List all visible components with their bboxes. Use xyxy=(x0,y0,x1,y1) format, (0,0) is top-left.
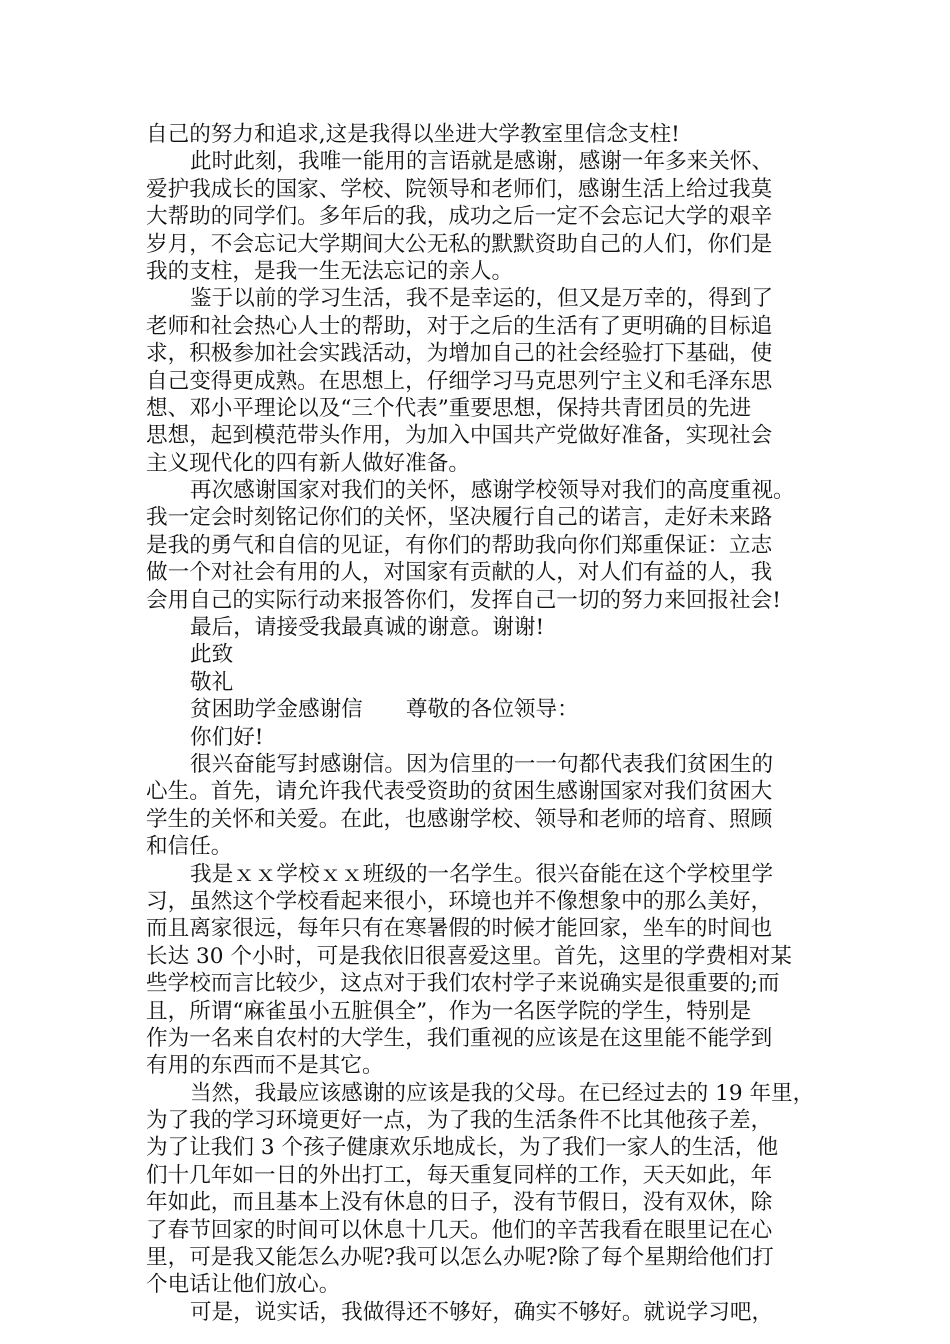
text-line: 我的支柱，是我一生无法忘记的亲人。 xyxy=(146,258,514,284)
text-line: 再次感谢国家对我们的关怀，感谢学校领导对我们的高度重视。 xyxy=(190,478,795,504)
text-line: 习，虽然这个学校看起来很小，环境也并不像想象中的那么美好， xyxy=(146,888,773,914)
text-line: 贫困助学金感谢信 尊敬的各位领导： xyxy=(190,697,579,723)
text-line: 你们好! xyxy=(190,724,264,750)
text-line: 学生的关怀和关爱。在此，也感谢学校、领导和老师的培育、照顾 xyxy=(146,806,773,832)
text-line: 大帮助的同学们。多年后的我，成功之后一定不会忘记大学的艰辛 xyxy=(146,204,773,230)
text-line: 最后，请接受我最真诚的谢意。谢谢! xyxy=(190,615,545,641)
text-line: 且，所谓“麻雀虽小五脏俱全”，作为一名医学院的学生，特别是 xyxy=(146,998,752,1024)
text-line: 我是ｘｘ学校ｘｘ班级的一名学生。很兴奋能在这个学校里学 xyxy=(190,861,774,887)
text-line: 自己变得更成熟。在思想上，仔细学习马克思列宁主义和毛泽东思 xyxy=(146,368,773,394)
text-line: 里，可是我又能怎么办呢?我可以怎么办呢?除了每个星期给他们打 xyxy=(146,1245,774,1271)
text-line: 我一定会时刻铭记你们的关怀，坚决履行自己的诺言，走好未来路 xyxy=(146,505,773,531)
text-line: 当然，我最应该感谢的应该是我的父母。在已经过去的 19 年里， xyxy=(190,1080,815,1106)
text-line: 主义现代化的四有新人做好准备。 xyxy=(146,450,470,476)
text-line: 求，积极参加社会实践活动，为增加自己的社会经验打下基础，使 xyxy=(146,341,773,367)
text-line: 鉴于以前的学习生活，我不是幸运的，但又是万幸的，得到了 xyxy=(190,286,774,312)
text-line: 做一个对社会有用的人，对国家有贡献的人，对人们有益的人，我 xyxy=(146,560,773,586)
text-line: 们十几年如一日的外出打工，每天重复同样的工作，天天如此，年 xyxy=(146,1162,773,1188)
text-line: 老师和社会热心人士的帮助，对于之后的生活有了更明确的目标追 xyxy=(146,313,773,339)
text-line: 了春节回家的时间可以休息十几天。他们的辛苦我看在眼里记在心 xyxy=(146,1217,773,1243)
text-line: 此时此刻，我唯一能用的言语就是感谢，感谢一年多来关怀、 xyxy=(190,149,774,175)
text-line: 自己的努力和追求,这是我得以坐进大学教室里信念支柱! xyxy=(146,122,680,147)
text-line: 想、邓小平理论以及“三个代表”重要思想，保持共青团员的先进 xyxy=(146,395,752,421)
text-line: 为了让我们 3 个孩子健康欢乐地成长，为了我们一家人的生活，他 xyxy=(146,1135,779,1161)
text-line: 些学校而言比较少，这点对于我们农村学子来说确实是很重要的;而 xyxy=(146,971,780,997)
text-line: 思想，起到模范带头作用，为加入中国共产党做好准备，实现社会 xyxy=(146,423,773,449)
text-line: 和信任。 xyxy=(146,834,233,860)
text-line: 会用自己的实际行动来报答你们，发挥自己一切的努力来回报社会! xyxy=(146,587,781,613)
text-line: 是我的勇气和自信的见证，有你们的帮助我向你们郑重保证：立志 xyxy=(146,532,773,558)
text-line: 可是，说实话，我做得还不够好，确实不够好。就说学习吧， xyxy=(190,1299,774,1325)
text-line: 心生。首先，请允许我代表受资助的贫困生感谢国家对我们贫困大 xyxy=(146,779,773,805)
text-line: 岁月，不会忘记大学期间大公无私的默默资助自己的人们，你们是 xyxy=(146,231,773,257)
text-line: 作为一名来自农村的大学生，我们重视的应该是在这里能不能学到 xyxy=(146,1025,773,1051)
text-line: 有用的东西而不是其它。 xyxy=(146,1053,384,1079)
text-line: 年如此，而且基本上没有休息的日子，没有节假日，没有双休，除 xyxy=(146,1190,773,1216)
text-line: 为了我的学习环境更好一点，为了我的生活条件不比其他孩子差， xyxy=(146,1108,773,1134)
document-page xyxy=(146,121,826,1326)
text-line: 爱护我成长的国家、学校、院领导和老师们，感谢生活上给过我莫 xyxy=(146,176,773,202)
text-line: 敬礼 xyxy=(190,669,234,695)
text-line: 个电话让他们放心。 xyxy=(146,1272,341,1298)
text-line: 很兴奋能写封感谢信。因为信里的一一句都代表我们贫困生的 xyxy=(190,751,774,777)
text-line: 而且离家很远，每年只有在寒暑假的时候才能回家，坐车的时间也 xyxy=(146,916,773,942)
text-line: 长达 30 个小时，可是我依旧很喜爱这里。首先，这里的学费相对某 xyxy=(146,943,792,969)
text-line: 此致 xyxy=(190,642,234,668)
